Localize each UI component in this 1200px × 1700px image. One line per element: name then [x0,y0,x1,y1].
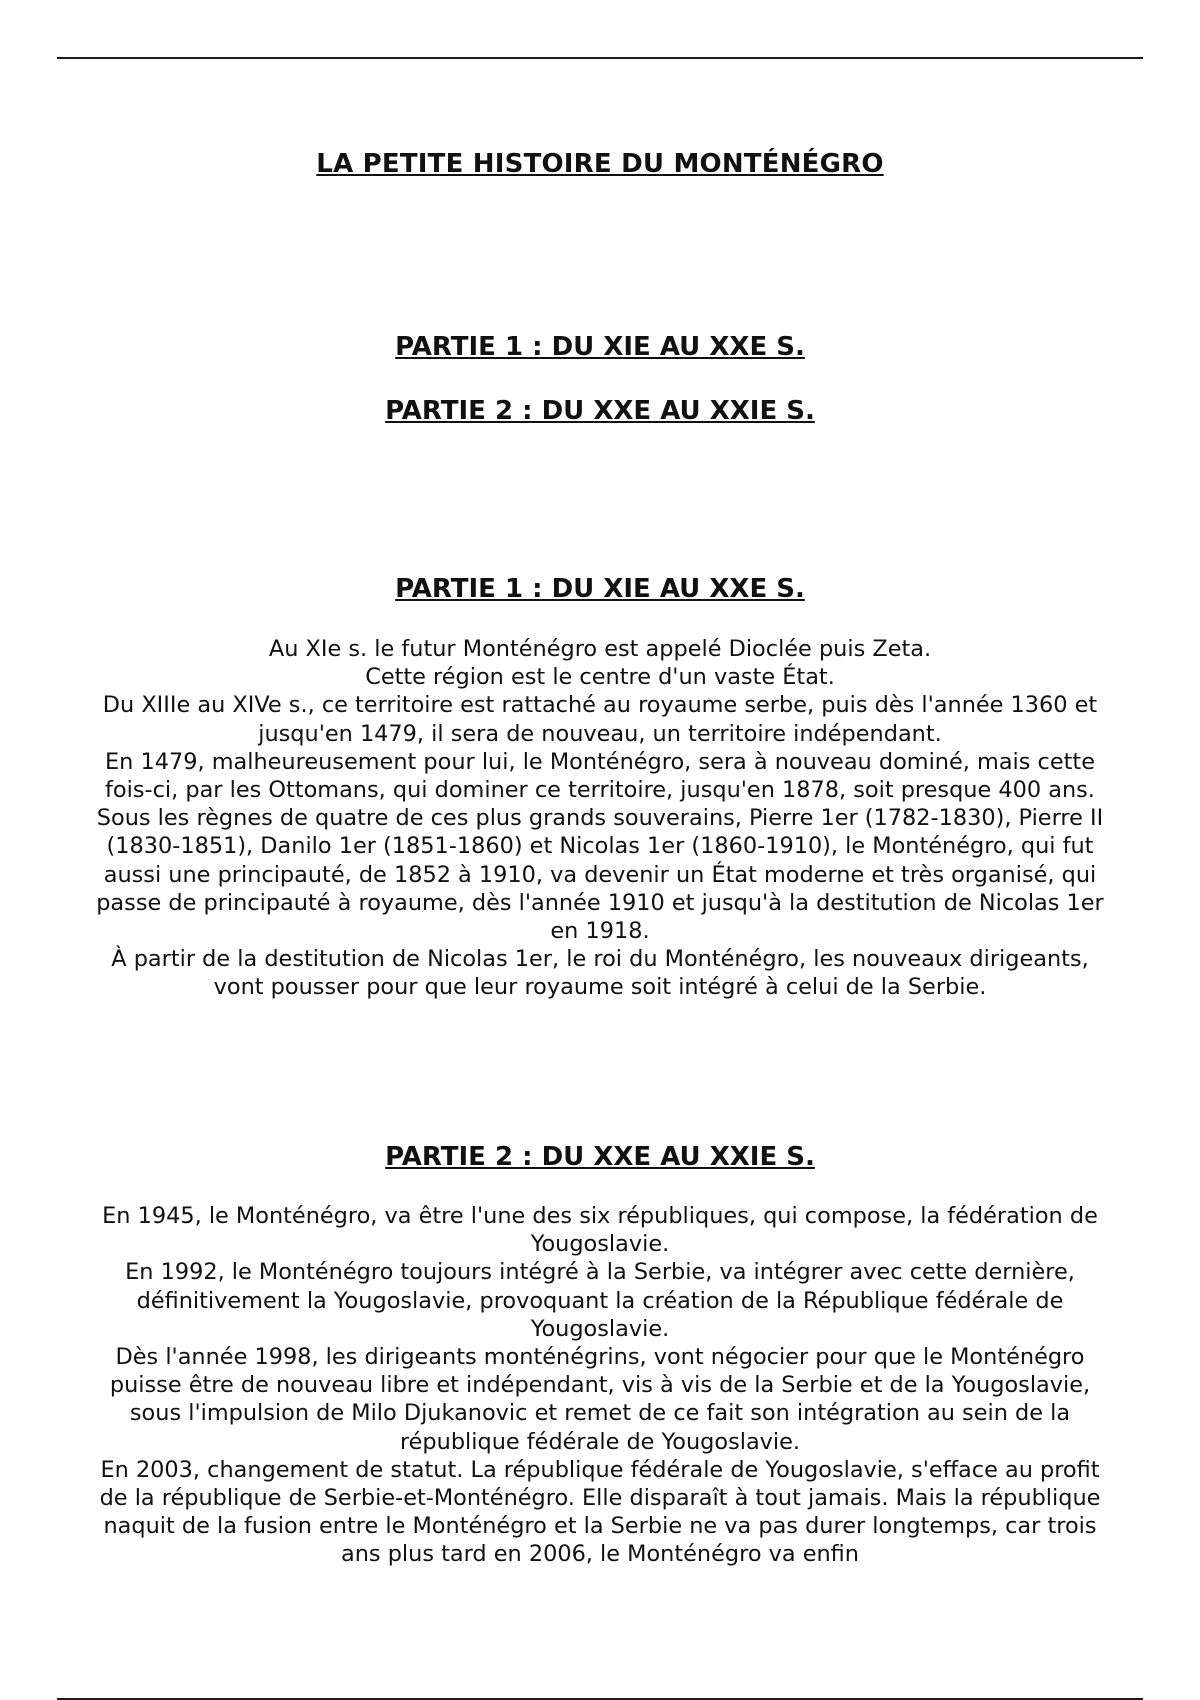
section-1-paragraph: En 1479, malheureusement pour lui, le Monténégro, sera à nouveau dominé, mais cette fois-ci, par les Ottomans, qui dominer ce territoire, jusqu'en 1878, soit presque 400 ans. [105,748,1095,804]
section-2-paragraph: Dès l'année 1998, les dirigeants monténégrins, vont négocier pour que le Monténégro puisse être de nouveau libre et indépendant, vis à vis de la Serbie et de la Yougoslavie, sous l'impulsion de Milo Djukanovic et remet de ce fait son intégration au sein de la république fédérale de Yougoslavie. [109,1344,1091,1455]
section-1-paragraph: Au XIe s. le futur Monténégro est appelé Dioclée puis Zeta. [268,636,932,662]
section-2-heading: PARTIE 2 : DU XXE AU XXIE S. [385,1142,815,1172]
section-1-body [95,635,1105,1002]
section-2-paragraph: En 1992, le Monténégro toujours intégré à la Serbie, va intégrer avec cette dernière, définitivement la Yougoslavie, provoquant la création de la République fédérale de Yougoslavie. [125,1259,1075,1342]
section-2-paragraph: En 2003, changement de statut. La république fédérale de Yougoslavie, s'efface au profit de la république de Serbie-et-Monténégro. Elle disparaît à tout jamais. Mais la république naquit de la fusion entre le Monténégro et la Serbie ne va pas durer longtemps, car trois ans plus tard en 2006, le Monténégro va enfin [99,1456,1101,1568]
section-1-paragraph: À partir de la destitution de Nicolas 1er, le roi du Monténégro, les nouveaux dirigeants, vont pousser pour que leur royaume soit intégré à celui de la Serbie. [111,946,1089,1001]
toc-entry-1: PARTIE 1 : DU XIE AU XXE S. [395,332,805,362]
top-rule [57,57,1143,59]
page-title: LA PETITE HISTOIRE DU MONTÉNÉGRO [316,149,884,179]
section-1-heading: PARTIE 1 : DU XIE AU XXE S. [395,574,805,604]
section-2-body [95,1202,1105,1569]
section-1-paragraph: Cette région est le centre d'un vaste État. [365,664,835,691]
section-1-paragraph: Sous les règnes de quatre de ces plus grands souverains, Pierre 1er (1782-1830), Pierre II (1830-1851), Danilo 1er (1851-1860) et Nicolas 1er (1860-1910), le Monténégro, qui fut aussi une principauté, de 1852 à 1910, va devenir un État moderne et très organisé, qui passe de principauté à royaume, dès l'année 1910 et jusqu'à la destitution de Nicolas 1er en 1918. [96,805,1104,945]
section-2-paragraph: En 1945, le Monténégro, va être l'une des six républiques, qui compose, la fédération de Yougoslavie. [102,1203,1098,1258]
toc-entry-2: PARTIE 2 : DU XXE AU XXIE S. [385,396,815,426]
section-1-paragraph: Du XIIIe au XIVe s., ce territoire est rattaché au royaume serbe, puis dès l'année 1360 et jusqu'en 1479, il sera de nouveau, un territoire indépendant. [102,692,1098,747]
